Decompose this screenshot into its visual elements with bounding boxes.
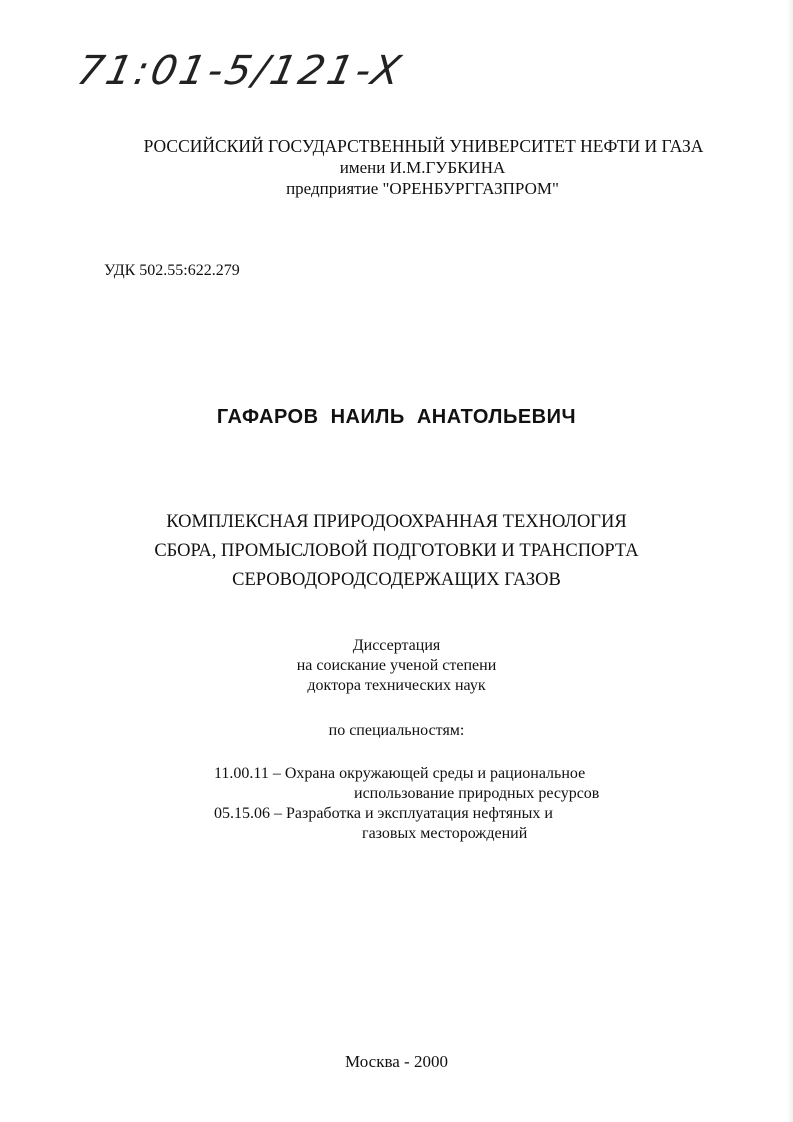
institution-header <box>0 136 793 199</box>
udk-code: УДК 502.55:622.279 <box>104 262 240 279</box>
archive-code: 71:01-5/121-X <box>73 48 408 94</box>
thesis-title <box>0 508 793 595</box>
institution-enterprise: предприятие "ОРЕНБУРГГАЗПРОМ" <box>286 179 559 198</box>
dissertation-label: Диссертация <box>352 637 441 654</box>
specialty-line: 05.15.06 – Разработка и эксплуатация нефтяных и <box>214 805 553 822</box>
dissertation-block <box>0 636 793 696</box>
thesis-title-line: КОМПЛЕКСНАЯ ПРИРОДООХРАННАЯ ТЕХНОЛОГИЯ <box>166 512 627 532</box>
institution-named-after: имени И.М.ГУБКИНА <box>339 158 506 177</box>
specialty-line: газовых месторождений <box>362 825 528 842</box>
author-name: ГАФАРОВ НАИЛЬ АНАТОЛЬЕВИЧ <box>216 406 577 428</box>
city-year: Москва - 2000 <box>345 1052 448 1071</box>
institution-name: РОССИЙСКИЙ ГОСУДАРСТВЕННЫЙ УНИВЕРСИТЕТ НЕФТИ И ГАЗА <box>143 136 704 156</box>
specialties-label: по специальностям: <box>328 722 465 739</box>
specialty-line: использование природных ресурсов <box>354 785 600 802</box>
scan-edge <box>787 0 793 1122</box>
dissertation-degree-line: доктора технических наук <box>307 677 486 694</box>
thesis-title-line: СБОРА, ПРОМЫСЛОВОЙ ПОДГОТОВКИ И ТРАНСПОРТА <box>154 541 639 561</box>
specialty-line: 11.00.11 – Охрана окружающей среды и рациональное <box>214 765 586 782</box>
dissertation-degree-line: на соискание ученой степени <box>296 657 497 674</box>
thesis-title-line: СЕРОВОДОРОДСОДЕРЖАЩИХ ГАЗОВ <box>232 570 561 590</box>
